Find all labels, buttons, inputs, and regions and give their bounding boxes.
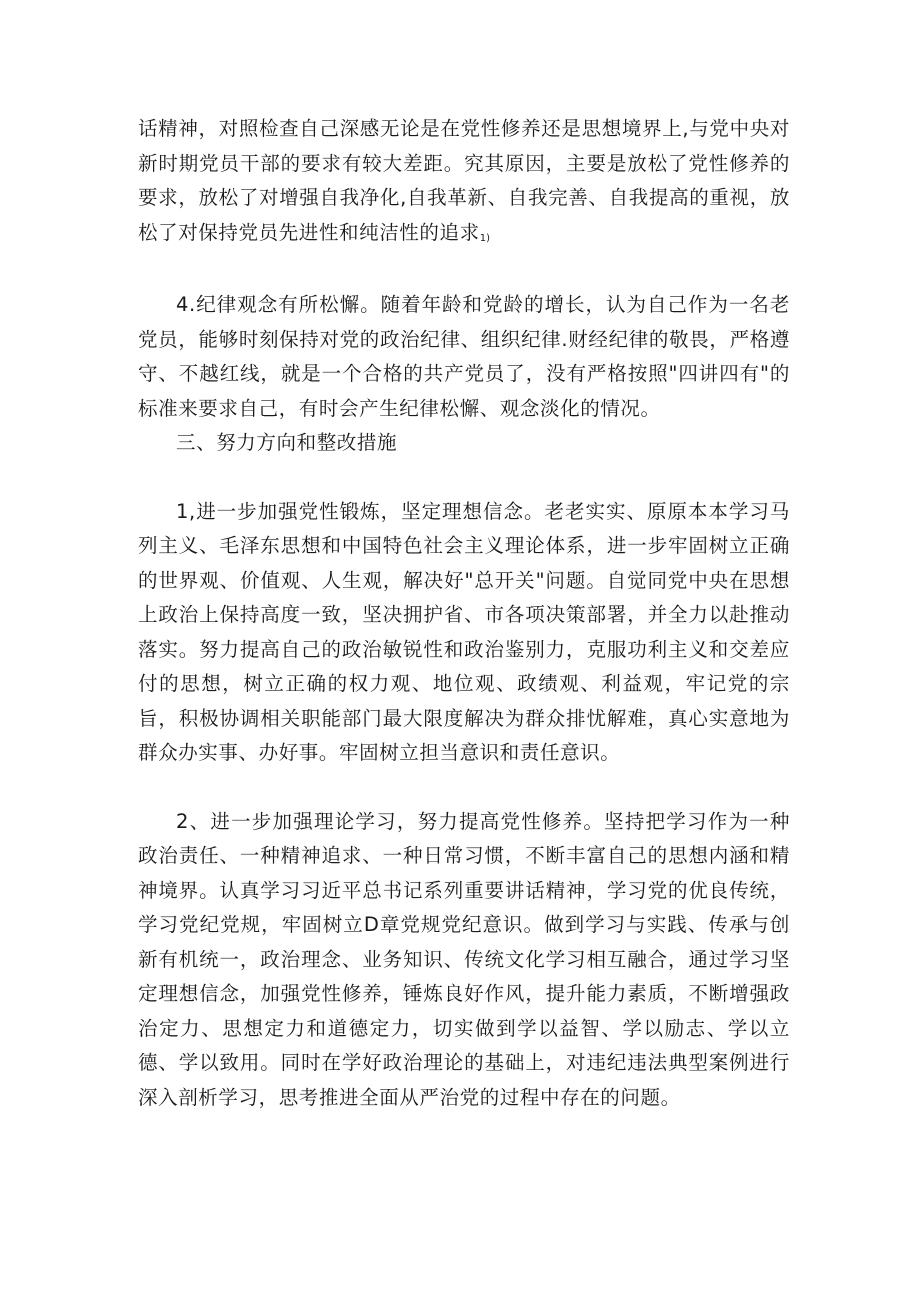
continued-paragraph-text: 话精神，对照检查自己深感无论是在党性修养还是思想境界上,与党中央对新时期党员干部的要求有较大差距。究其原因，主要是放松了党性修养的要求，放松了对增强自我净化,自我革新、自我完善、自我提高的重视，放松了对保持党员先进性和纯洁性的追求	[138, 117, 790, 244]
measure-1-paragraph: 1,进一步加强党性锻炼，坚定理想信念。老老实实、原原本本学习马列主义、毛泽东思想和中国特色社会主义理论体系，进一步牢固树立正确的世界观、价值观、人生观，解决好"总开关"问题。自觉同党中央在思想上政治上保持高度一致，坚决拥护省、市各项决策部署，并全力以赴推动落实。努力提高自己的政治敏锐性和政治鉴别力，克服功利主义和交差应付的思想，树立正确的权力观、地位观、政绩观、利益观，牢记党的宗旨，积极协调相关职能部门最大限度解决为群众排忧解难，真心实意地为群众办实事、办好事。牢固树立担当意识和责任意识。	[138, 499, 790, 764]
continued-paragraph	[138, 112, 790, 254]
document-page	[138, 112, 790, 1115]
footnote-marker: 1)	[479, 232, 490, 244]
section-heading: 三、努力方向和整改措施	[176, 431, 398, 454]
measure-2-paragraph: 2、进一步加强理论学习，努力提高党性修养。坚持把学习作为一种政治责任、一种精神追求、一种日常习惯，不断丰富自己的思想内涵和精神境界。认真学习习近平总书记系列重要讲话精神，学习党的优良传统，学习党纪党规，牢固树立D章党规党纪意识。做到学习与实践、传承与创新有机统一，政治理念、业务知识、传统文化学习相互融合，通过学习坚定理想信念，加强党性修养，锤炼良好作风，提升能力素质，不断增强政治定力、思想定力和道德定力，切实做到学以益智、学以励志、学以立德、学以致用。同时在学好政治理论的基础上，对违纪违法典型案例进行深入剖析学习，思考推进全面从严治党的过程中存在的问题。	[138, 809, 790, 1109]
paragraph-discipline: 4.纪律观念有所松懈。随着年龄和党龄的增长，认为自己作为一名老党员，能够时刻保持对党的政治纪律、组织纪律.财经纪律的敬畏，严格遵守、不越红线，就是一个合格的共产党员了，没有严格按照"四讲四有"的标准来要求自己，有时会产生纪律松懈、观念淡化的情况。	[138, 293, 790, 420]
